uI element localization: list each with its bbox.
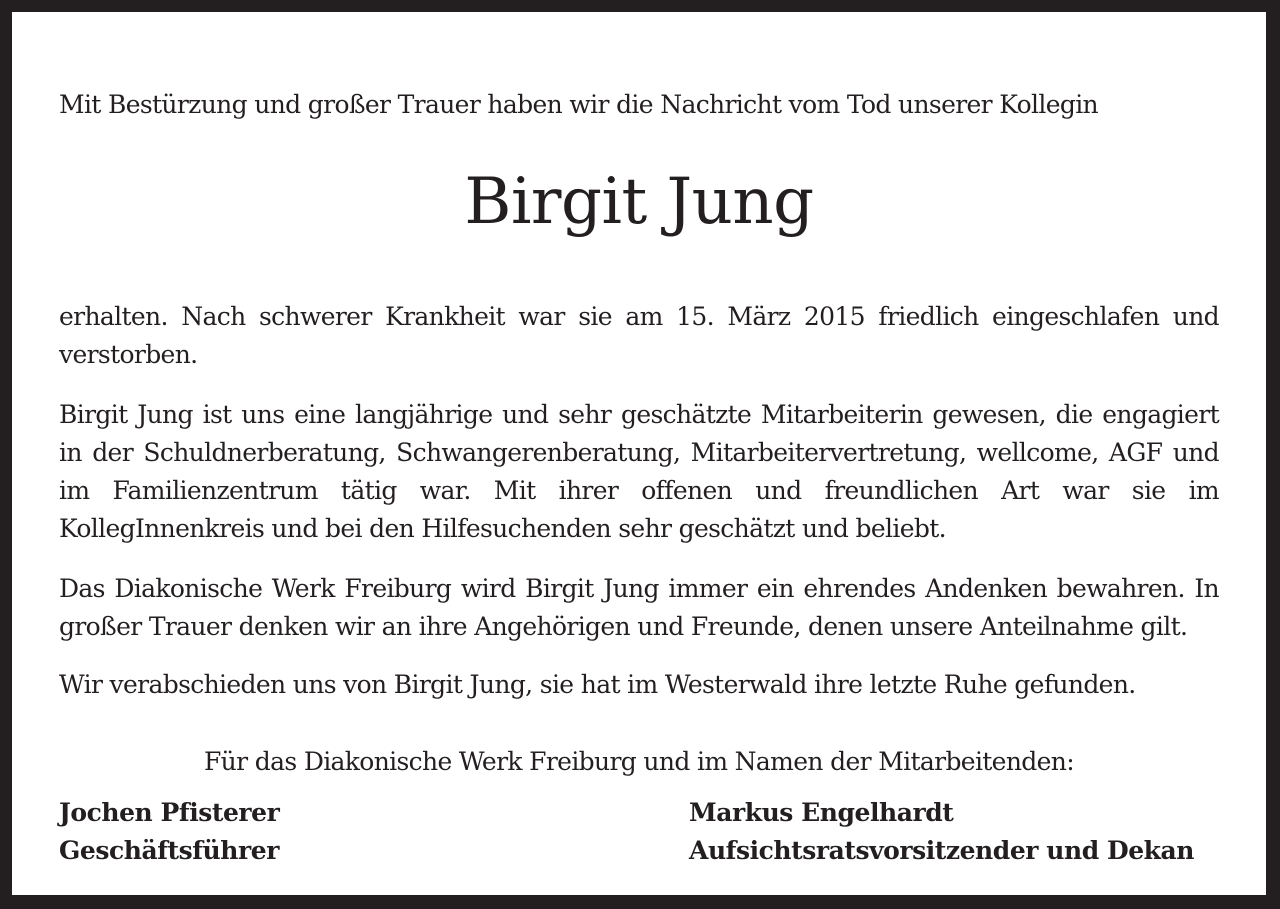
intro-text: Mit Bestürzung und großer Trauer haben wir die Nachricht vom Tod unserer Kollegin <box>59 90 1099 119</box>
paragraph-tribute: Birgit Jung ist uns eine langjährige und sehr geschätzte Mitarbeiterin gewesen, die engagiert in der Schuldnerberatung, Schwangerenberatung, Mitarbeitervertretung, wellcome, AGF und im Familienzentrum tätig war. Mit ihrer offenen und freundlichen Art war sie im KollegInnenkreis und bei den Hilfesuchenden sehr geschätzt und beliebt. <box>59 400 1219 543</box>
signer-left <box>59 794 279 870</box>
obituary-notice <box>12 12 1266 895</box>
paragraph-farewell: Wir verabschieden uns von Birgit Jung, sie hat im Westerwald ihre letzte Ruhe gefunden. <box>59 670 1136 699</box>
signer-name: Jochen Pfisterer <box>59 798 280 827</box>
paragraph-remembrance: Das Diakonische Werk Freiburg wird Birgit Jung immer ein ehrendes Andenken bewahren. In großer Trauer denken wir an ihre Angehörigen und Freunde, denen unsere Anteilnahme gilt. <box>59 574 1219 641</box>
signer-right <box>689 794 1194 870</box>
signer-role: Geschäftsführer <box>59 836 279 865</box>
deceased-name: Birgit Jung <box>464 165 814 239</box>
closing-line: Für das Diakonische Werk Freiburg und im Namen der Mitarbeitenden: <box>203 747 1074 776</box>
signer-role: Aufsichtsratsvorsitzender und Dekan <box>689 836 1195 865</box>
signer-name: Markus Engelhardt <box>689 798 954 827</box>
paragraph-death-announcement: erhalten. Nach schwerer Krankheit war sie am 15. März 2015 friedlich eingeschlafen und verstorben. <box>59 302 1219 369</box>
